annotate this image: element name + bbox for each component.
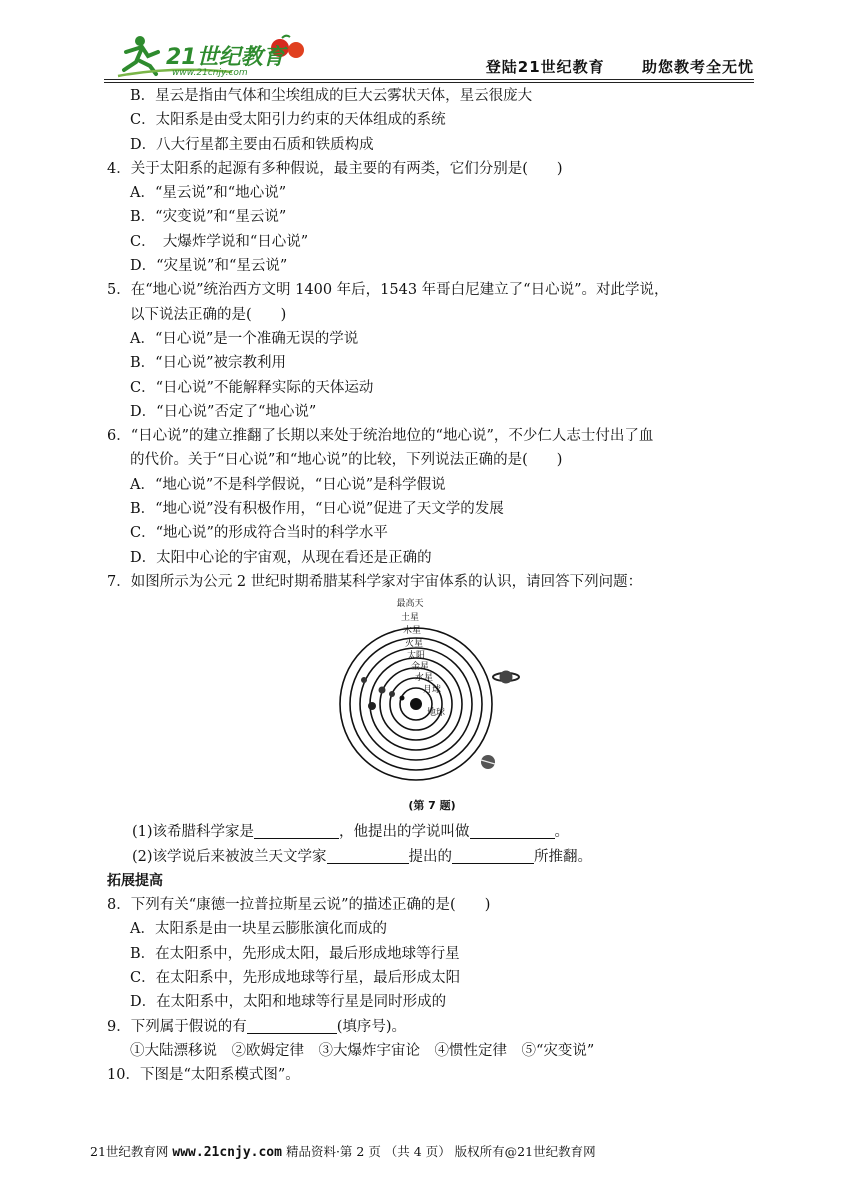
section-title: 拓展提高 [107, 872, 163, 889]
jupiter-icon [481, 755, 495, 769]
page-header [104, 28, 754, 80]
q7-sub1-text-b: ，他提出的学说叫做 [339, 824, 470, 841]
footer-page-info: 精品资料·第 2 页 （共 4 页） 版权所有@21世纪教育网 [285, 1144, 596, 1159]
q4-option-c: C． 大爆炸学说和“日心说” [130, 233, 309, 250]
q3-option-d: D．八大行星都主要由石质和铁质构成 [130, 136, 374, 153]
q5-option-b: B．“日心说”被宗教利用 [130, 355, 286, 372]
header-divider [104, 79, 754, 80]
logo-url: www.21cnjy.com [172, 68, 248, 78]
q3-option-b: B．星云是指由气体和尘埃组成的巨大云雾状天体，星云很庞大 [130, 88, 533, 104]
venus-icon [379, 687, 386, 694]
mars-icon [361, 677, 367, 683]
slogan-right: 助您教考全无忧 [641, 58, 754, 76]
q6-stem-line1: 6．“日心说”的建立推翻了长期以来处于统治地位的“地心说”，不少仁人志士付出了血 [107, 428, 654, 445]
q6-stem-line2: 的代价。关于“日心说”和“地心说”的比较，下列说法正确的是( ) [130, 452, 563, 469]
q7-subquestion-1 [107, 820, 757, 844]
q7-sub1-text-c: 。 [554, 824, 570, 841]
q4-stem: 4．关于太阳系的起源有多种假说，最主要的有两类，它们分别是( ) [107, 160, 563, 177]
q4-option-b: B．“灾变说”和“星云说” [130, 209, 287, 226]
q8-stem: 8．下列有关“康德一拉普拉斯星云说”的描述正确的是( ) [107, 897, 491, 914]
q6-option-b: B．“地心说”没有积极作用，“日心说”促进了天文学的发展 [130, 501, 504, 518]
mercury-icon [389, 691, 395, 697]
slogan-left: 登陆21世纪教育 [485, 58, 605, 76]
q5-stem-line1: 5．在“地心说”统治西方文明 1400 年后，1543 年哥白尼建立了“日心说”。对此学说， [107, 282, 669, 299]
q7-stem: 7．如图所示为公元 2 世纪时期希腊某科学家对宇宙体系的认识，请回答下列问题： [107, 573, 643, 590]
q9-items: ①大陆漂移说 ②欧姆定律 ③大爆炸宇宙论 ④惯性定律 ⑤“灾变说” [130, 1042, 595, 1059]
q8-option-a: A．太阳系是由一块星云膨胀演化而成的 [130, 921, 387, 938]
label-earth: 地球 [426, 708, 446, 719]
label-venus: 金星 [410, 662, 430, 673]
q7-sub2-text-b: 提出的 [408, 848, 453, 865]
q3-option-c: C．太阳系是由受太阳引力约束的天体组成的系统 [130, 112, 446, 129]
header-divider-thin [104, 82, 754, 83]
geocentric-model-diagram [330, 594, 530, 794]
footer-brand: 21世纪教育网 [90, 1144, 169, 1159]
saturn-icon [493, 671, 519, 684]
answer-blank-theory[interactable] [470, 822, 555, 839]
answer-blank-scientist[interactable] [254, 822, 339, 839]
label-saturn: 土星 [400, 613, 420, 624]
label-highest-heaven: 最高天 [396, 599, 424, 610]
q9-stem [107, 1015, 757, 1039]
label-mars: 火星 [404, 639, 424, 650]
logo-graphic [112, 32, 312, 78]
q7-sub2-text-c: 所推翻。 [534, 848, 593, 865]
q6-option-c: C．“地心说”的形成符合当时的科学水平 [130, 525, 388, 542]
page-footer [90, 1142, 770, 1160]
q5-stem-line2: 以下说法正确的是( ) [130, 306, 287, 323]
header-slogan [486, 56, 754, 77]
q9-stem-text-b: (填序号)。 [336, 1018, 407, 1035]
q7-sub2-text-a: (2)该学说后来被波兰天文学家 [132, 848, 327, 865]
answer-blank-q9[interactable] [247, 1017, 337, 1034]
sun-icon [368, 702, 376, 710]
q5-option-a: A．“日心说”是一个准确无误的学说 [130, 330, 359, 347]
q8-option-d: D．在太阳系中，太阳和地球等行星是同时形成的 [130, 994, 447, 1011]
site-logo[interactable] [112, 32, 312, 78]
answer-blank-astronomer[interactable] [327, 847, 409, 864]
q8-option-c: C．在太阳系中，先形成地球等行星，最后形成太阳 [130, 970, 461, 987]
page-content [107, 84, 757, 1088]
answer-blank-new-theory[interactable] [452, 847, 534, 864]
label-jupiter: 木星 [402, 626, 422, 637]
label-mercury: 水星 [414, 673, 434, 684]
q9-stem-text-a: 9．下列属于假说的有 [107, 1018, 247, 1035]
q6-option-a: A．“地心说”不是科学假说，“日心说”是科学假说 [130, 476, 446, 493]
q7-subquestion-2 [107, 845, 757, 869]
logo-text: 21世纪教育 [166, 45, 285, 70]
q4-option-a: A．“星云说”和“地心说” [130, 185, 287, 202]
q4-option-d: D．“灾星说”和“星云说” [130, 258, 288, 275]
moon-icon [400, 696, 405, 701]
q7-sub1-text-a: (1)该希腊科学家是 [132, 824, 255, 841]
figure-caption: (第 7 题) [408, 799, 456, 813]
q10-stem: 10．下图是“太阳系模式图”。 [107, 1067, 300, 1084]
q5-option-c: C．“日心说”不能解释实际的天体运动 [130, 379, 374, 396]
q5-option-d: D．“日心说”否定了“地心说” [130, 403, 317, 420]
earth-icon [410, 698, 422, 710]
label-sun: 太阳 [406, 651, 426, 662]
label-moon: 月球 [422, 685, 442, 696]
q6-option-d: D．太阳中心论的宇宙观，从现在看还是正确的 [130, 549, 432, 566]
q7-figure [107, 594, 757, 820]
footer-site-link[interactable]: www.21cnjy.com [172, 1145, 282, 1160]
q8-option-b: B．在太阳系中，先形成太阳，最后形成地球等行星 [130, 945, 460, 962]
